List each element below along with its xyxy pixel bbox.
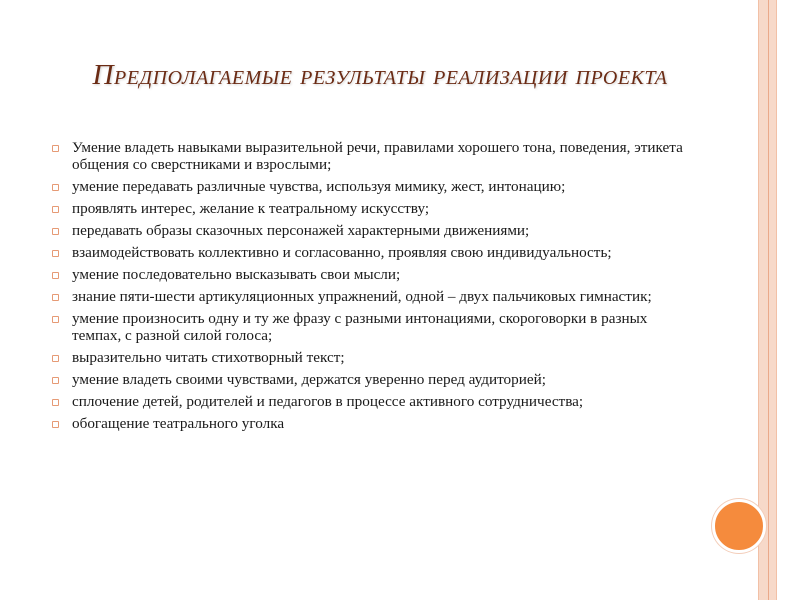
list-item-text: передавать образы сказочных персонажей характерными движениями; bbox=[72, 221, 530, 239]
list-item-text: умение последовательно высказывать свои мысли; bbox=[72, 266, 401, 284]
list-item bbox=[52, 311, 692, 344]
list-item-text: взаимодействовать коллективно и согласованно, проявляя свою индивидуальность; bbox=[72, 243, 612, 261]
list-item bbox=[52, 140, 692, 173]
bullet-icon bbox=[52, 250, 59, 257]
list-item bbox=[52, 267, 692, 284]
bullet-icon bbox=[52, 421, 59, 428]
decorative-circle-icon bbox=[712, 499, 766, 553]
list-item-text: умение произносить одну и ту же фразу с разными интонациями, скороговорки в разных темпах, с разной силой голоса; bbox=[72, 310, 648, 344]
list-item-text: проявлять интерес, желание к театральному искусству; bbox=[72, 199, 430, 217]
list-item-text: обогащение театрального уголка bbox=[72, 415, 285, 433]
list-item bbox=[52, 394, 692, 411]
list-item-text: знание пяти-шести артикуляционных упражнений, одной – двух пальчиковых гимнастик; bbox=[72, 288, 652, 306]
list-item-text: выразительно читать стихотворный текст; bbox=[72, 348, 345, 366]
list-item bbox=[52, 289, 692, 306]
list-item bbox=[52, 350, 692, 367]
bullet-icon bbox=[52, 355, 59, 362]
list-item-text: Умение владеть навыками выразительной речи, правилами хорошего тона, поведения, этикета общения со сверстниками и взрослыми; bbox=[72, 139, 683, 173]
bullet-icon bbox=[52, 228, 59, 235]
list-item bbox=[52, 201, 692, 218]
bullet-icon bbox=[52, 272, 59, 279]
list-item-text: сплочение детей, родителей и педагогов в процессе активного сотрудничества; bbox=[72, 393, 584, 411]
list-item bbox=[52, 416, 692, 433]
decorative-stripe-inner bbox=[768, 0, 769, 600]
bullet-icon bbox=[52, 294, 59, 301]
list-item bbox=[52, 245, 692, 262]
bullet-icon bbox=[52, 316, 59, 323]
bullet-icon bbox=[52, 206, 59, 213]
bullet-icon bbox=[52, 399, 59, 406]
list-item-text: умение владеть своими чувствами, держатся уверенно перед аудиторией; bbox=[72, 371, 546, 389]
list-item bbox=[52, 179, 692, 196]
list-item bbox=[52, 223, 692, 240]
bullet-icon bbox=[52, 184, 59, 191]
slide-title: Предполагаемые результаты реализации проекта bbox=[92, 59, 668, 91]
list-item-text: умение передавать различные чувства, используя мимику, жест, интонацию; bbox=[72, 177, 566, 195]
list-item bbox=[52, 372, 692, 389]
bullet-icon bbox=[52, 377, 59, 384]
bullet-list bbox=[52, 140, 692, 438]
bullet-icon bbox=[52, 145, 59, 152]
